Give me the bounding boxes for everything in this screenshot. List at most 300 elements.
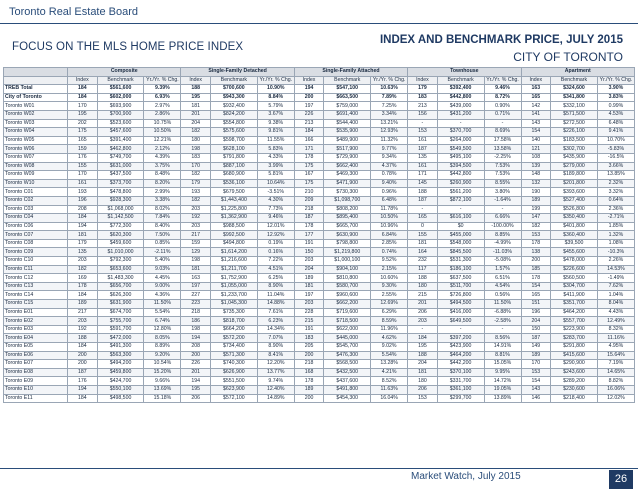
table-cell: $423,900 <box>437 343 484 352</box>
table-cell: $547,100 <box>324 85 371 94</box>
table-cell: 153 <box>521 231 551 240</box>
table-cell: $289,200 <box>551 377 598 386</box>
table-cell: 8.41% <box>257 351 294 360</box>
sub-header-cell: Benchmark <box>210 76 257 85</box>
table-cell: 129 <box>181 248 211 257</box>
table-cell: 8.72% <box>484 93 521 102</box>
table-cell: 178 <box>294 377 324 386</box>
table-cell: 187 <box>521 334 551 343</box>
table-cell: 170 <box>68 171 98 180</box>
table-row <box>4 343 635 352</box>
table-cell: $431,200 <box>437 110 484 119</box>
table-cell: 9.03% <box>144 265 181 274</box>
table-cell: 5.83% <box>257 145 294 154</box>
table-cell: $331,700 <box>437 377 484 386</box>
table-row <box>4 368 635 377</box>
table-cell: 3.32% <box>597 188 634 197</box>
table-cell: 183 <box>408 93 438 102</box>
table-cell: $726,800 <box>437 291 484 300</box>
table-cell: 6.66% <box>484 214 521 223</box>
table-cell: $491,800 <box>324 385 371 394</box>
table-cell: 190 <box>521 188 551 197</box>
table-cell: 4.21% <box>371 368 408 377</box>
table-cell: $824,200 <box>210 110 257 119</box>
table-cell: 147 <box>521 214 551 223</box>
table-cell: 154 <box>521 282 551 291</box>
row-area-label: City of Toronto <box>4 93 68 102</box>
table-cell: 0.16% <box>257 248 294 257</box>
table-cell: $290,900 <box>551 360 598 369</box>
table-cell: 2.97% <box>144 102 181 111</box>
table-cell: 195 <box>181 93 211 102</box>
table-row <box>4 265 635 274</box>
table-cell: $622,000 <box>324 325 371 334</box>
table-cell: $560,500 <box>551 274 598 283</box>
table-cell: -3.51% <box>257 188 294 197</box>
table-cell: 0.99% <box>597 102 634 111</box>
table-cell: $435,900 <box>551 153 598 162</box>
table-cell: 179 <box>181 179 211 188</box>
table-cell: $226,600 <box>551 265 598 274</box>
group-header-composite: Composite <box>68 68 181 77</box>
table-cell: 7.53% <box>484 162 521 171</box>
table-cell: $693,900 <box>97 102 144 111</box>
table-cell: 9.02% <box>371 343 408 352</box>
table-cell: 189 <box>521 351 551 360</box>
table-cell: 13.89% <box>484 394 521 403</box>
table-cell: 203 <box>181 222 211 231</box>
table-cell: 9.46% <box>257 214 294 223</box>
table-cell: 11.04% <box>257 291 294 300</box>
section-heading: FOCUS ON THE MLS HOME PRICE INDEX <box>12 41 244 53</box>
table-cell: $887,100 <box>210 162 257 171</box>
row-area-label: Toronto E07 <box>4 360 68 369</box>
table-cell: 7.07% <box>257 334 294 343</box>
table-cell: $620,300 <box>97 231 144 240</box>
table-cell: 197 <box>294 102 324 111</box>
table-cell: 14.88% <box>257 300 294 309</box>
table-cell: 8.89% <box>144 343 181 352</box>
sub-header-area <box>4 76 68 85</box>
table-cell: 7.19% <box>597 360 634 369</box>
table-cell: 191 <box>294 239 324 248</box>
table-cell: $1,055,000 <box>210 282 257 291</box>
table-cell: $700,900 <box>97 110 144 119</box>
table-cell: $1,000,100 <box>324 257 371 266</box>
table-cell: 195 <box>181 385 211 394</box>
table-cell: $189,800 <box>551 171 598 180</box>
table-cell: 213 <box>408 102 438 111</box>
table-cell: -1.64% <box>484 196 521 205</box>
table-cell: $370,100 <box>437 368 484 377</box>
table-cell: $718,500 <box>324 317 371 326</box>
table-cell: 8.84% <box>257 93 294 102</box>
table-cell: $454,300 <box>324 394 371 403</box>
table-cell: 4.53% <box>597 110 634 119</box>
table-cell: $464,200 <box>437 351 484 360</box>
table-cell: $511,700 <box>437 282 484 291</box>
table-cell: 178 <box>294 153 324 162</box>
table-cell: 197 <box>294 291 324 300</box>
table-row <box>4 128 635 137</box>
table-cell: $1,098,700 <box>324 196 371 205</box>
table-cell: 204 <box>408 360 438 369</box>
table-cell: 182 <box>181 171 211 180</box>
table-row <box>4 317 635 326</box>
sub-header-cell: Yr./Yr. % Chg. <box>257 76 294 85</box>
table-cell: $462,800 <box>97 145 144 154</box>
table-cell: 167 <box>294 171 324 180</box>
table-cell: $437,600 <box>324 377 371 386</box>
report-subtitle: CITY OF TORONTO <box>513 50 623 64</box>
table-row <box>4 282 635 291</box>
table-cell: $494,200 <box>97 360 144 369</box>
table-cell: $442,800 <box>437 171 484 180</box>
table-cell: 6.25% <box>257 274 294 283</box>
row-area-label: Toronto C03 <box>4 205 68 214</box>
table-cell: 0.74% <box>371 248 408 257</box>
table-cell: 208 <box>181 343 211 352</box>
table-cell: 4.43% <box>597 308 634 317</box>
table-row <box>4 300 635 309</box>
table-row <box>4 85 635 94</box>
table-cell: 182 <box>68 265 98 274</box>
table-row <box>4 145 635 154</box>
table-row <box>4 231 635 240</box>
row-area-label: Toronto C14 <box>4 291 68 300</box>
table-cell: $517,900 <box>324 145 371 154</box>
table-cell: $649,500 <box>437 317 484 326</box>
table-cell: 2.85% <box>371 239 408 248</box>
table-cell: 7.89% <box>371 93 408 102</box>
table-cell: 3.67% <box>257 110 294 119</box>
table-cell: $1,068,000 <box>97 205 144 214</box>
table-cell: 6.29% <box>371 308 408 317</box>
table-cell: 9.30% <box>371 282 408 291</box>
row-area-label: Toronto C15 <box>4 300 68 309</box>
table-cell: 204 <box>294 265 324 274</box>
table-cell: $397,200 <box>437 334 484 343</box>
table-cell: 11.55% <box>257 136 294 145</box>
table-cell: $992,500 <box>210 231 257 240</box>
table-cell: 13.77% <box>257 368 294 377</box>
table-cell: -10.3% <box>597 248 634 257</box>
table-cell: 175 <box>68 128 98 137</box>
table-cell: 194 <box>68 222 98 231</box>
table-cell: 191 <box>294 325 324 334</box>
table-cell: 6.23% <box>257 317 294 326</box>
table-cell: 203 <box>294 257 324 266</box>
table-cell: $401,800 <box>551 222 598 231</box>
row-area-label: Toronto W08 <box>4 162 68 171</box>
table-cell: 170 <box>181 162 211 171</box>
table-row <box>4 136 635 145</box>
table-cell: $691,400 <box>324 110 371 119</box>
table-cell: 192 <box>181 214 211 223</box>
row-area-label: TREB Total <box>4 85 68 94</box>
table-cell: $1,211,700 <box>210 265 257 274</box>
sub-header-cell: Yr./Yr. % Chg. <box>144 76 181 85</box>
table-cell: $494,500 <box>437 300 484 309</box>
row-area-label: Toronto W10 <box>4 179 68 188</box>
table-cell: 14.72% <box>484 377 521 386</box>
table-cell: 170 <box>521 360 551 369</box>
table-cell: - <box>484 205 521 214</box>
table-cell: - <box>408 205 438 214</box>
table-cell: 227 <box>181 291 211 300</box>
table-cell: 10.90% <box>257 85 294 94</box>
table-cell: 165 <box>521 291 551 300</box>
table-cell: $469,300 <box>324 171 371 180</box>
table-cell: 143 <box>521 385 551 394</box>
table-row <box>4 351 635 360</box>
table-cell: 165 <box>521 93 551 102</box>
table-cell: 154 <box>521 377 551 386</box>
table-cell: 6.84% <box>371 231 408 240</box>
table-cell: $291,800 <box>551 343 598 352</box>
table-cell: $591,700 <box>97 325 144 334</box>
table-cell: 175 <box>294 179 324 188</box>
table-cell: $424,700 <box>97 377 144 386</box>
table-cell: 209 <box>294 196 324 205</box>
sub-header-cell: Benchmark <box>97 76 144 85</box>
table-row <box>4 257 635 266</box>
table-cell: 187 <box>408 196 438 205</box>
table-row <box>4 239 635 248</box>
table-cell: 200 <box>521 257 551 266</box>
table-cell: 11.16% <box>597 334 634 343</box>
table-cell: 210 <box>294 188 324 197</box>
table-cell: 200 <box>68 360 98 369</box>
table-cell: 10.70% <box>597 136 634 145</box>
table-cell: 141 <box>521 110 551 119</box>
table-cell: $476,300 <box>324 351 371 360</box>
table-cell: $272,500 <box>551 119 598 128</box>
row-area-label: Toronto W04 <box>4 128 68 137</box>
table-cell: $392,400 <box>437 85 484 94</box>
table-cell: 5.40% <box>144 257 181 266</box>
table-cell: 218 <box>294 360 324 369</box>
table-cell: $808,200 <box>324 205 371 214</box>
table-cell: 203 <box>68 317 98 326</box>
table-cell: 4.51% <box>257 265 294 274</box>
table-cell: 12.80% <box>144 325 181 334</box>
table-cell: 201 <box>181 110 211 119</box>
table-cell: 198 <box>181 325 211 334</box>
table-cell: 8.40% <box>144 222 181 231</box>
row-area-label: Toronto W05 <box>4 136 68 145</box>
table-cell: 16.04% <box>371 394 408 403</box>
table-cell: 8.69% <box>484 128 521 137</box>
report-title: INDEX AND BENCHMARK PRICE, JULY 2015 <box>379 34 623 46</box>
table-cell: 197 <box>181 282 211 291</box>
row-area-label: Toronto C04 <box>4 214 68 223</box>
table-row <box>4 274 635 283</box>
table-cell: 6.74% <box>144 317 181 326</box>
table-cell: 145 <box>408 179 438 188</box>
table-cell: $459,600 <box>97 239 144 248</box>
table-cell: 8.02% <box>144 205 181 214</box>
table-cell: 153 <box>408 394 438 403</box>
table-cell: 3.66% <box>597 162 634 171</box>
table-cell: 232 <box>408 257 438 266</box>
table-cell: 202 <box>68 119 98 128</box>
table-cell: 193 <box>181 188 211 197</box>
table-cell: 193 <box>68 188 98 197</box>
table-cell: $391,400 <box>97 136 144 145</box>
table-cell: $464,200 <box>551 308 598 317</box>
table-cell: $735,300 <box>210 308 257 317</box>
sub-header-cell: Index <box>294 76 324 85</box>
table-cell: $572,100 <box>210 394 257 403</box>
table-cell: $631,900 <box>97 300 144 309</box>
table-cell: 178 <box>294 222 324 231</box>
row-area-label: Toronto C10 <box>4 257 68 266</box>
table-cell: 181 <box>181 265 211 274</box>
table-cell: -5.08% <box>484 257 521 266</box>
table-cell: 213 <box>294 119 324 128</box>
table-cell: 181 <box>181 102 211 111</box>
table-cell: $432,500 <box>324 368 371 377</box>
table-cell: $626,300 <box>97 291 144 300</box>
table-cell: 5.79% <box>257 102 294 111</box>
table-cell: 8.32% <box>597 325 634 334</box>
table-row <box>4 377 635 386</box>
sub-header-cell: Benchmark <box>324 76 371 85</box>
table-cell: $700,600 <box>210 85 257 94</box>
table-cell: 2.86% <box>144 110 181 119</box>
table-cell: $360,400 <box>551 231 598 240</box>
table-cell: 200 <box>68 351 98 360</box>
table-cell: $491,300 <box>97 343 144 352</box>
table-cell: 6.48% <box>371 196 408 205</box>
table-cell: $749,700 <box>97 153 144 162</box>
table-cell: 201 <box>181 368 211 377</box>
table-cell: 12.49% <box>597 317 634 326</box>
table-cell: $394,500 <box>437 162 484 171</box>
table-cell: -2.11% <box>144 248 181 257</box>
table-cell: 10.60% <box>371 274 408 283</box>
table-row <box>4 179 635 188</box>
table-cell: 178 <box>521 239 551 248</box>
table-cell: $472,000 <box>97 334 144 343</box>
table-cell: 135 <box>68 248 98 257</box>
footer-text: Market Watch, July 2015 <box>411 471 521 482</box>
table-cell: $299,700 <box>437 394 484 403</box>
table-cell: $674,700 <box>97 308 144 317</box>
table-cell: $550,100 <box>97 385 144 394</box>
table-cell: 180 <box>408 282 438 291</box>
table-cell: 163 <box>181 274 211 283</box>
table-cell: $665,700 <box>324 222 371 231</box>
table-row <box>4 188 635 197</box>
table-cell: $415,600 <box>551 351 598 360</box>
table-cell: 148 <box>521 171 551 180</box>
table-cell: 19.05% <box>484 385 521 394</box>
table-cell: $442,200 <box>437 360 484 369</box>
row-area-label: Toronto E10 <box>4 385 68 394</box>
table-row <box>4 102 635 111</box>
table-row <box>4 308 635 317</box>
table-row <box>4 205 635 214</box>
table-cell: 8.56% <box>484 334 521 343</box>
table-cell: $1,219,800 <box>324 248 371 257</box>
table-cell: 161 <box>68 179 98 188</box>
table-cell: 165 <box>68 136 98 145</box>
table-cell: 198 <box>181 257 211 266</box>
table-cell: 184 <box>408 334 438 343</box>
table-cell: 2.36% <box>597 205 634 214</box>
table-cell: 205 <box>294 343 324 352</box>
table-cell: - <box>408 325 438 334</box>
table-cell: 184 <box>68 85 98 94</box>
table-cell: 3.83% <box>597 93 634 102</box>
table-cell: 184 <box>294 128 324 137</box>
table-cell: 11.50% <box>144 300 181 309</box>
table-cell: 8.05% <box>144 334 181 343</box>
table-cell: 181 <box>408 239 438 248</box>
table-cell: 9.52% <box>371 257 408 266</box>
table-cell: 171 <box>294 145 324 154</box>
table-cell: 9.39% <box>144 85 181 94</box>
table-cell: 4.62% <box>371 334 408 343</box>
table-cell: $183,500 <box>551 136 598 145</box>
sub-header-cell: Index <box>68 76 98 85</box>
table-cell: $729,900 <box>324 153 371 162</box>
table-cell: $416,000 <box>437 308 484 317</box>
table-cell: 5.54% <box>371 351 408 360</box>
table-cell: 155 <box>408 231 438 240</box>
table-cell: 181 <box>408 368 438 377</box>
area-header <box>4 68 68 77</box>
table-cell: 218 <box>294 205 324 214</box>
table-cell: $602,000 <box>97 93 144 102</box>
table-cell: 12.92% <box>257 231 294 240</box>
table-cell: 6.93% <box>144 93 181 102</box>
table-cell: 3.90% <box>597 85 634 94</box>
table-cell: 1.04% <box>597 291 634 300</box>
table-cell: 0.85% <box>144 239 181 248</box>
table-cell: $1,233,700 <box>210 291 257 300</box>
table-cell: $616,100 <box>437 214 484 223</box>
table-cell: $818,700 <box>210 317 257 326</box>
table-cell: 12.93% <box>371 128 408 137</box>
table-cell: 180 <box>181 136 211 145</box>
table-cell: 8.90% <box>257 282 294 291</box>
table-cell: 226 <box>181 360 211 369</box>
table-cell: 11.78% <box>371 205 408 214</box>
table-row <box>4 110 635 119</box>
group-header-townhouse: Townhouse <box>408 68 521 77</box>
row-area-label: Toronto E04 <box>4 334 68 343</box>
table-cell: $341,800 <box>551 93 598 102</box>
table-cell: $531,300 <box>437 257 484 266</box>
table-cell: $478,000 <box>551 257 598 266</box>
table-cell: 184 <box>68 214 98 223</box>
table-row <box>4 385 635 394</box>
table-cell: 10.50% <box>144 128 181 137</box>
table-cell: 195 <box>408 343 438 352</box>
table-cell: $680,900 <box>210 171 257 180</box>
table-cell: 7.61% <box>257 308 294 317</box>
table-cell: $755,700 <box>97 317 144 326</box>
table-cell: 13.21% <box>371 119 408 128</box>
table-cell: $719,600 <box>324 308 371 317</box>
table-cell: $471,900 <box>324 179 371 188</box>
table-cell: 150 <box>521 325 551 334</box>
table-cell: 2.99% <box>144 188 181 197</box>
top-divider <box>0 23 638 24</box>
